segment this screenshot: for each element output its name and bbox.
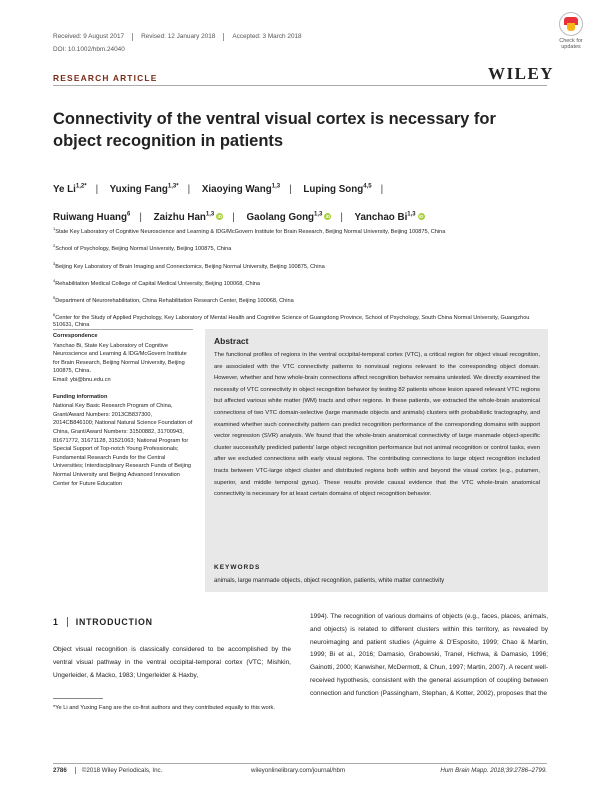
author[interactable]: Ruiwang Huang$^6$ — [53, 211, 131, 223]
author[interactable]: Ye $Li^{1,2*}$ — [53, 184, 87, 196]
keywords-heading: KEYWORDS — [214, 564, 261, 571]
revised-date: Revised: 12 January 2018 — [141, 33, 216, 40]
orcid-icon[interactable]: iD — [217, 214, 223, 220]
funding-body: National Key Basic Research Program of China, Grant/Award Numbers: 2013CB837300, 2014CB846100; National Natural Science Foundation of China, Grant/Award Numbers: 31500882, 31700943, 81671772, 31671128, 31521063; National Program for Special Support of Top-notch Young Professionals; Fundamental Research Funds for the Central Universities; Interdisciplinary Research Funds of Beijing Normal University and Beijing Advanced Innovation Center for Future Education — [53, 403, 193, 487]
affiliation: $^4$Rehabilitation Medical College of Capital Medical University, Beijing 100068, China — [53, 277, 261, 287]
header-divider — [53, 85, 547, 86]
abstract-heading: Abstract — [214, 336, 249, 346]
check-updates-icon — [559, 12, 583, 36]
article-title: Connectivity of the ventral visual cortex is necessary for object recognition in patients — [53, 110, 496, 150]
check-updates-label: Check for updates — [559, 38, 583, 50]
divider — [223, 33, 224, 41]
author[interactable]: Luping Song$^{4,5}$ — [303, 184, 372, 196]
correspondence-body: Yanchao Bi, State Key Laboratory of Cognitive Neuroscience and Learning & IDG/McGovern Institute for Brain Research, Beijing Normal University, Beijing 100875, China. — [53, 342, 187, 375]
affiliation: $^5$Department of Neurorehabilitation, China Rehabilitation Research Center, Beijing 100068, China — [53, 295, 294, 304]
journal-url[interactable]: wileyonlinelibrary.com/journal/hbm — [251, 767, 346, 774]
section-number: 1 — [53, 617, 59, 627]
author[interactable]: Zaizhu Han$^{1,3}$ iD — [153, 211, 223, 223]
abstract-text: The functional profiles of regions in the ventral occipital-temporal cortex (VTC), a critical region for object visual recognition, are associated with the VTC connectivity patterns to nonvisual regions relevant to the corresponding object domain. However, whether and how whole-brain connections affect recognition behavior remains untested. We directly examined the necessity of VTC connectivity in object recognition behavior by testing 82 patients whose lesion spared relevant VTC regions but affected various white matter (WM) tracts and other regions. In these patients, we extracted the whole-brain anatomical connections of two VTC domain-selective (large manmade objects and animals) clusters with probabilistic tractography, and examined whether such connectivity pattern can predict recognition performance of the corresponding domains with support vector regression (SVR) analysis. We found that the whole-brain anatomical connectivity of large manmade object-specific cluster successfully predicted patients' large object recognition performance but not animal recognition or control tasks, even after we excluded connections with early visual regions. The contributing connections to large object recognition included tracts between VTC-large object cluster and distributed regions both within and beyond the visual cortex (e.g., putamen, superior, and middle temporal gyrus). These results provide causal evidence that the VTC whole-brain anatomical connectivity is necessary for at least certain domains of object recognition behavior. — [214, 352, 540, 498]
orcid-icon[interactable]: iD — [418, 214, 424, 220]
page-number: 2786 — [53, 767, 67, 774]
sidebar-divider — [53, 329, 193, 330]
copyright: ©2018 Wiley Periodicals, Inc. — [81, 767, 163, 774]
page-footer — [53, 767, 547, 774]
affiliation: $^2$School of Psychology, Beijing Normal University, Beijing 100875, China — [53, 243, 232, 253]
funding-heading: Funding information — [53, 393, 108, 400]
affiliation: $^1$State Key Laboratory of Cognitive Neuroscience and Learning & IDG/McGovern Institute for Brain Research, Beijing Normal University, Beijing 100875, China — [53, 226, 446, 235]
affiliation: $^6$Center for the Study of Applied Psychology, Key Laboratory of Mental Health and Cognitive Science of Guangdong Province, School of Psychology, South China Normal University, Guangzhou 510631, China — [53, 312, 530, 328]
correspondence — [53, 332, 193, 385]
footnote-divider — [53, 698, 103, 699]
author[interactable]: Yanchao Bi$^{1,3}$ iD — [354, 211, 424, 223]
footnote: *Ye Li and Yuxing Fang are the co-first authors and they contributed equally to this work. — [53, 705, 275, 711]
abstract-box — [205, 329, 548, 592]
check-for-updates-button[interactable] — [552, 12, 590, 50]
doi[interactable]: DOI: 10.1002/hbm.24040 — [53, 46, 125, 53]
intro-column-right: 1994). The recognition of various domains of objects (e.g., faces, places, animals, and objects) is related to different clusters within this territory, as revealed by neuroimaging and patient studies (Aguirre & D'Esposito, 1999; Chao & Martin, 1999; Bi et al., 2016; Damasio, Grabowski, Tranel, Hichwa, & Damasio, 1996; Gainotti, 2000; Kanwisher, McDermott, & Chun, 1997; Martin, 2007). A recent well-received hypothesis, consistent with the general assumption of coupling between connection and function (Passingham, Stephan, & Kotter, 2002), proposes that the — [310, 613, 548, 697]
affiliations — [53, 226, 547, 336]
footer-divider — [53, 763, 547, 764]
section-title: INTRODUCTION — [75, 617, 153, 627]
divider — [132, 33, 133, 41]
correspondence-heading: Correspondence — [53, 333, 98, 339]
orcid-icon[interactable]: iD — [325, 214, 331, 220]
publisher-logo: WILEY — [488, 64, 555, 83]
accepted-date: Accepted: 3 March 2018 — [232, 33, 302, 40]
correspondence-email[interactable]: Email: ybi@bnu.edu.cn — [53, 376, 111, 383]
keywords: animals, large manmade objects, object recognition, patients, white matter connectivity — [214, 578, 445, 584]
author[interactable]: Gaolang Gong$^{1,3}$ iD — [246, 211, 331, 223]
article-dates — [53, 33, 302, 41]
author-list: Ye $Li^{1,2*}$ | Yuxing Fang$^{1,3*}$ | Xiaoying Wang$^{1,3}$ | Luping Song$^{4,5}$ | Ruiwang Huang$^6$ | Zaizhu Han$^{1,3}$ iD | Gaolang Gong$^{1,3}$ iD | Yanchao Bi$^{1,3}$ iD — [53, 184, 424, 223]
intro-column-left: Object visual recognition is classically considered to be accomplished by the ventral visual pathway in the ventral occipital-temporal cortex (VTC; Mishkin, Ungerleider, & Macko, 1983; Ungerleider & Haxby, — [53, 646, 291, 679]
received-date: Received: 9 August 2017 — [53, 33, 125, 40]
author[interactable]: Yuxing Fang$^{1,3*}$ — [109, 184, 179, 196]
article-type: RESEARCH ARTICLE — [53, 73, 158, 83]
section-heading — [53, 617, 153, 627]
article-info-sidebar — [53, 329, 193, 496]
author[interactable]: Xiaoying Wang$^{1,3}$ — [201, 184, 281, 196]
funding — [53, 393, 193, 489]
affiliation: $^3$Beijing Key Laboratory of Brain Imaging and Connectomics, Beijing Normal University, Beijing 100875, China — [53, 260, 325, 270]
citation: Hum Brain Mapp. 2018;39:2786–2799. — [440, 767, 547, 774]
